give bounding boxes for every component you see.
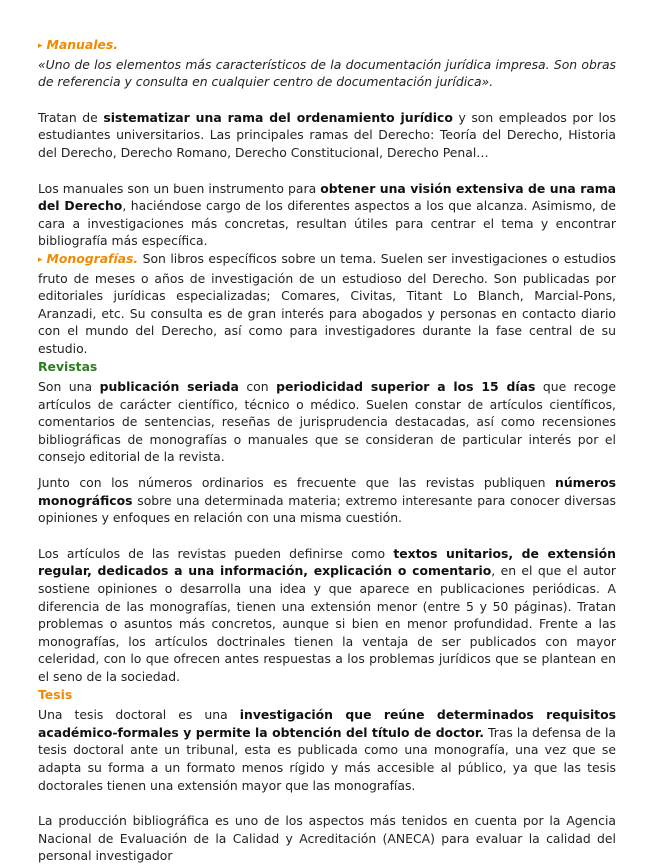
monografias-title: Monografías. <box>46 250 139 266</box>
bold-run: periodicidad superior a los 15 días <box>276 379 536 395</box>
text-run: , haciéndose cargo de los diferentes aspectos a los que alcanza. Asimismo, de cara a investigaciones más concretas, resultan útiles para centrar el tema y encontrar bibliografía más específica. <box>38 198 616 249</box>
text-run: Una tesis doctoral es una <box>38 707 240 723</box>
text-run: Los manuales son un buen instrumento para <box>38 180 321 196</box>
bullet-arrow-icon: ▸ <box>38 41 43 51</box>
text-run: sobre una determinada materia; extremo interesante para conocer diversas opiniones y enfoques en relación con una misma cuestión. <box>38 492 616 526</box>
text-run: Los artículos de las revistas pueden definirse como <box>38 545 394 561</box>
bold-run: sistematizar una rama del ordenamiento jurídico <box>103 109 453 125</box>
manuales-title: Manuales. <box>46 37 118 52</box>
text-run: Tras la defensa de la tesis doctoral ante un tribunal, esta es publicada como una monografía, una vez que se adapta su forma a un formato menos rígido y más accesible al público, ya que las tesis doctorales tienen una extensión mayor que las monografías. <box>38 724 616 793</box>
text-run: Junto con los números ordinarios es frecuente que las revistas publiquen <box>38 475 556 491</box>
text-run: con <box>238 379 277 395</box>
revistas-paragraph-2 <box>38 474 616 527</box>
revistas-paragraph-1 <box>38 378 616 466</box>
bold-run: obtener una visión extensiva de una rama del Derecho <box>38 180 616 214</box>
text-run: , en el que el autor sostiene opiniones o desarrolla una idea y que aparece en publicaciones periódicas. A diferencia de las monografías, tienen una extensión menor (entre 5 y 50 páginas). Tratan problemas o asuntos más concretos, aunque si bien en menor profundidad. Frente a las monografías, los artículos doctrinales tienen la ventaja de ser publicados con mayor celeridad, con lo que ofrecen antes respuestas a los problemas jurídicos que se plantean en el seno de la sociedad. <box>38 563 616 684</box>
text-run: La producción bibliográfica es uno de los aspectos más tenidos en cuenta por la Agencia Nacional de Evaluación de la Calidad y Acreditación (ANECA) para evaluar la calidad del personal investigador <box>38 813 616 864</box>
bullet-arrow-icon: ▸ <box>38 254 43 265</box>
tesis-heading: Tesis <box>38 686 73 702</box>
text-run: que recoge artículos de carácter científico, técnico o médico. Suelen constar de artículos científicos, comentarios de sentencias, reseñas de jurisprudencia destacadas, así como recensiones bibliográficas de monografías o manuales que se consideran de particular interés por el consejo editorial de la revista. <box>38 379 617 465</box>
bold-run: números monográficos <box>38 475 616 508</box>
document-page <box>38 36 616 865</box>
tesis-paragraph-2 <box>38 812 616 865</box>
manuales-heading <box>38 36 616 56</box>
monografias-paragraph <box>38 250 616 358</box>
manuales-paragraph-1 <box>38 109 616 162</box>
revistas-paragraph-3 <box>38 545 616 686</box>
manuales-quote: «Uno de los elementos más característicos de la documentación jurídica impresa. Son obras de referencia y consulta en cualquier centro de documentación jurídica». <box>38 56 616 90</box>
text-run: Tratan de <box>38 109 104 125</box>
bold-run: publicación seriada <box>99 379 239 395</box>
tesis-paragraph-1 <box>38 706 616 794</box>
bold-run: investigación que reúne determinados requisitos académico-formales y permite la obtención del título de doctor. <box>38 707 616 740</box>
manuales-paragraph-2 <box>38 180 616 250</box>
text-run: Son libros específicos sobre un tema. Suelen ser investigaciones o estudios fruto de meses o años de investigación de un estudioso del Derecho. Son publicadas por editoriales jurídicas especializadas; Comares, Civitas, Titant Lo Blanch, Marcial-Pons, Aranzadi, etc. Su consulta es de gran interés para abogados y personas en contacto diario con el mundo del Derecho, así como para investigadores durante la fase central de su estudio. <box>38 250 616 356</box>
bold-run: textos unitarios, de extensión regular, dedicados a una información, explicación o comentario <box>38 545 616 579</box>
text-run: Son una <box>38 379 100 395</box>
text-run: y son empleados por los estudiantes universitarios. Las principales ramas del Derecho: Teoría del Derecho, Historia del Derecho, Derecho Romano, Derecho Constitucional, Derecho Penal… <box>38 109 616 160</box>
revistas-heading: Revistas <box>38 358 98 374</box>
